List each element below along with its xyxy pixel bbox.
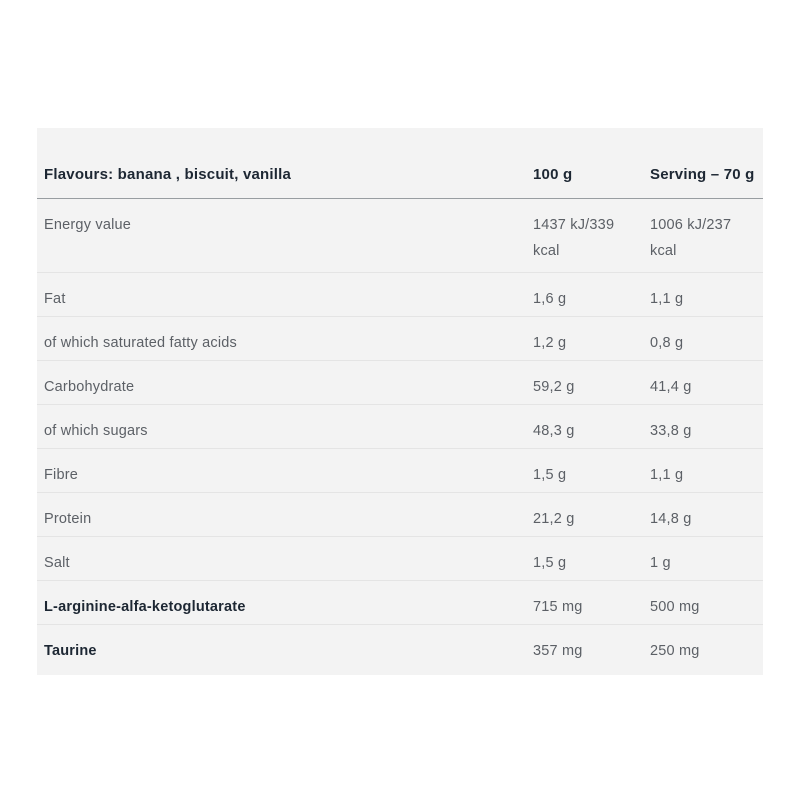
table-row-salt (37, 536, 763, 580)
row-label: Carbohydrate (44, 379, 135, 395)
row-value-serving: 1006 kJ/237 kcal (650, 217, 732, 259)
table-row-fat (37, 272, 763, 316)
table-row-sugars (37, 404, 763, 448)
row-value-100g: 357 mg (533, 643, 583, 659)
header-per-serving: Serving – 70 g (650, 166, 755, 183)
row-label: Fat (44, 291, 66, 307)
row-value-100g: 1,6 g (533, 291, 567, 307)
row-label: Salt (44, 555, 70, 571)
row-label: L-arginine-alfa-ketoglutarate (44, 599, 246, 615)
table-row-l-arginine (37, 580, 763, 624)
row-value-100g: 48,3 g (533, 423, 575, 439)
row-value-100g: 715 mg (533, 599, 583, 615)
row-value-100g: 59,2 g (533, 379, 575, 395)
row-value-serving: 0,8 g (650, 335, 684, 351)
row-label: Energy value (44, 217, 132, 233)
row-value-serving: 14,8 g (650, 511, 692, 527)
row-value-serving: 33,8 g (650, 423, 692, 439)
row-label: Taurine (44, 643, 97, 659)
row-label: of which sugars (44, 423, 148, 439)
row-label: Fibre (44, 467, 79, 483)
table-row-energy (37, 199, 763, 272)
row-value-serving: 1,1 g (650, 291, 684, 307)
header-flavours: Flavours: banana , biscuit, vanilla (44, 166, 292, 183)
nutrition-facts-table (37, 128, 763, 675)
row-label: of which saturated fatty acids (44, 335, 237, 351)
row-value-serving: 250 mg (650, 643, 700, 659)
table-row-fibre (37, 448, 763, 492)
table-row-protein (37, 492, 763, 536)
row-value-100g: 21,2 g (533, 511, 575, 527)
table-header-row (37, 128, 763, 199)
row-value-100g: 1,5 g (533, 467, 567, 483)
header-per-100g: 100 g (533, 166, 573, 183)
table-row-carbohydrate (37, 360, 763, 404)
row-value-serving: 41,4 g (650, 379, 692, 395)
row-label: Protein (44, 511, 92, 527)
row-value-100g: 1437 kJ/339 kcal (533, 217, 615, 259)
table-row-saturated-fat (37, 316, 763, 360)
row-value-100g: 1,5 g (533, 555, 567, 571)
row-value-serving: 1,1 g (650, 467, 684, 483)
row-value-100g: 1,2 g (533, 335, 567, 351)
table-row-taurine (37, 624, 763, 668)
row-value-serving: 1 g (650, 555, 671, 571)
row-value-serving: 500 mg (650, 599, 700, 615)
